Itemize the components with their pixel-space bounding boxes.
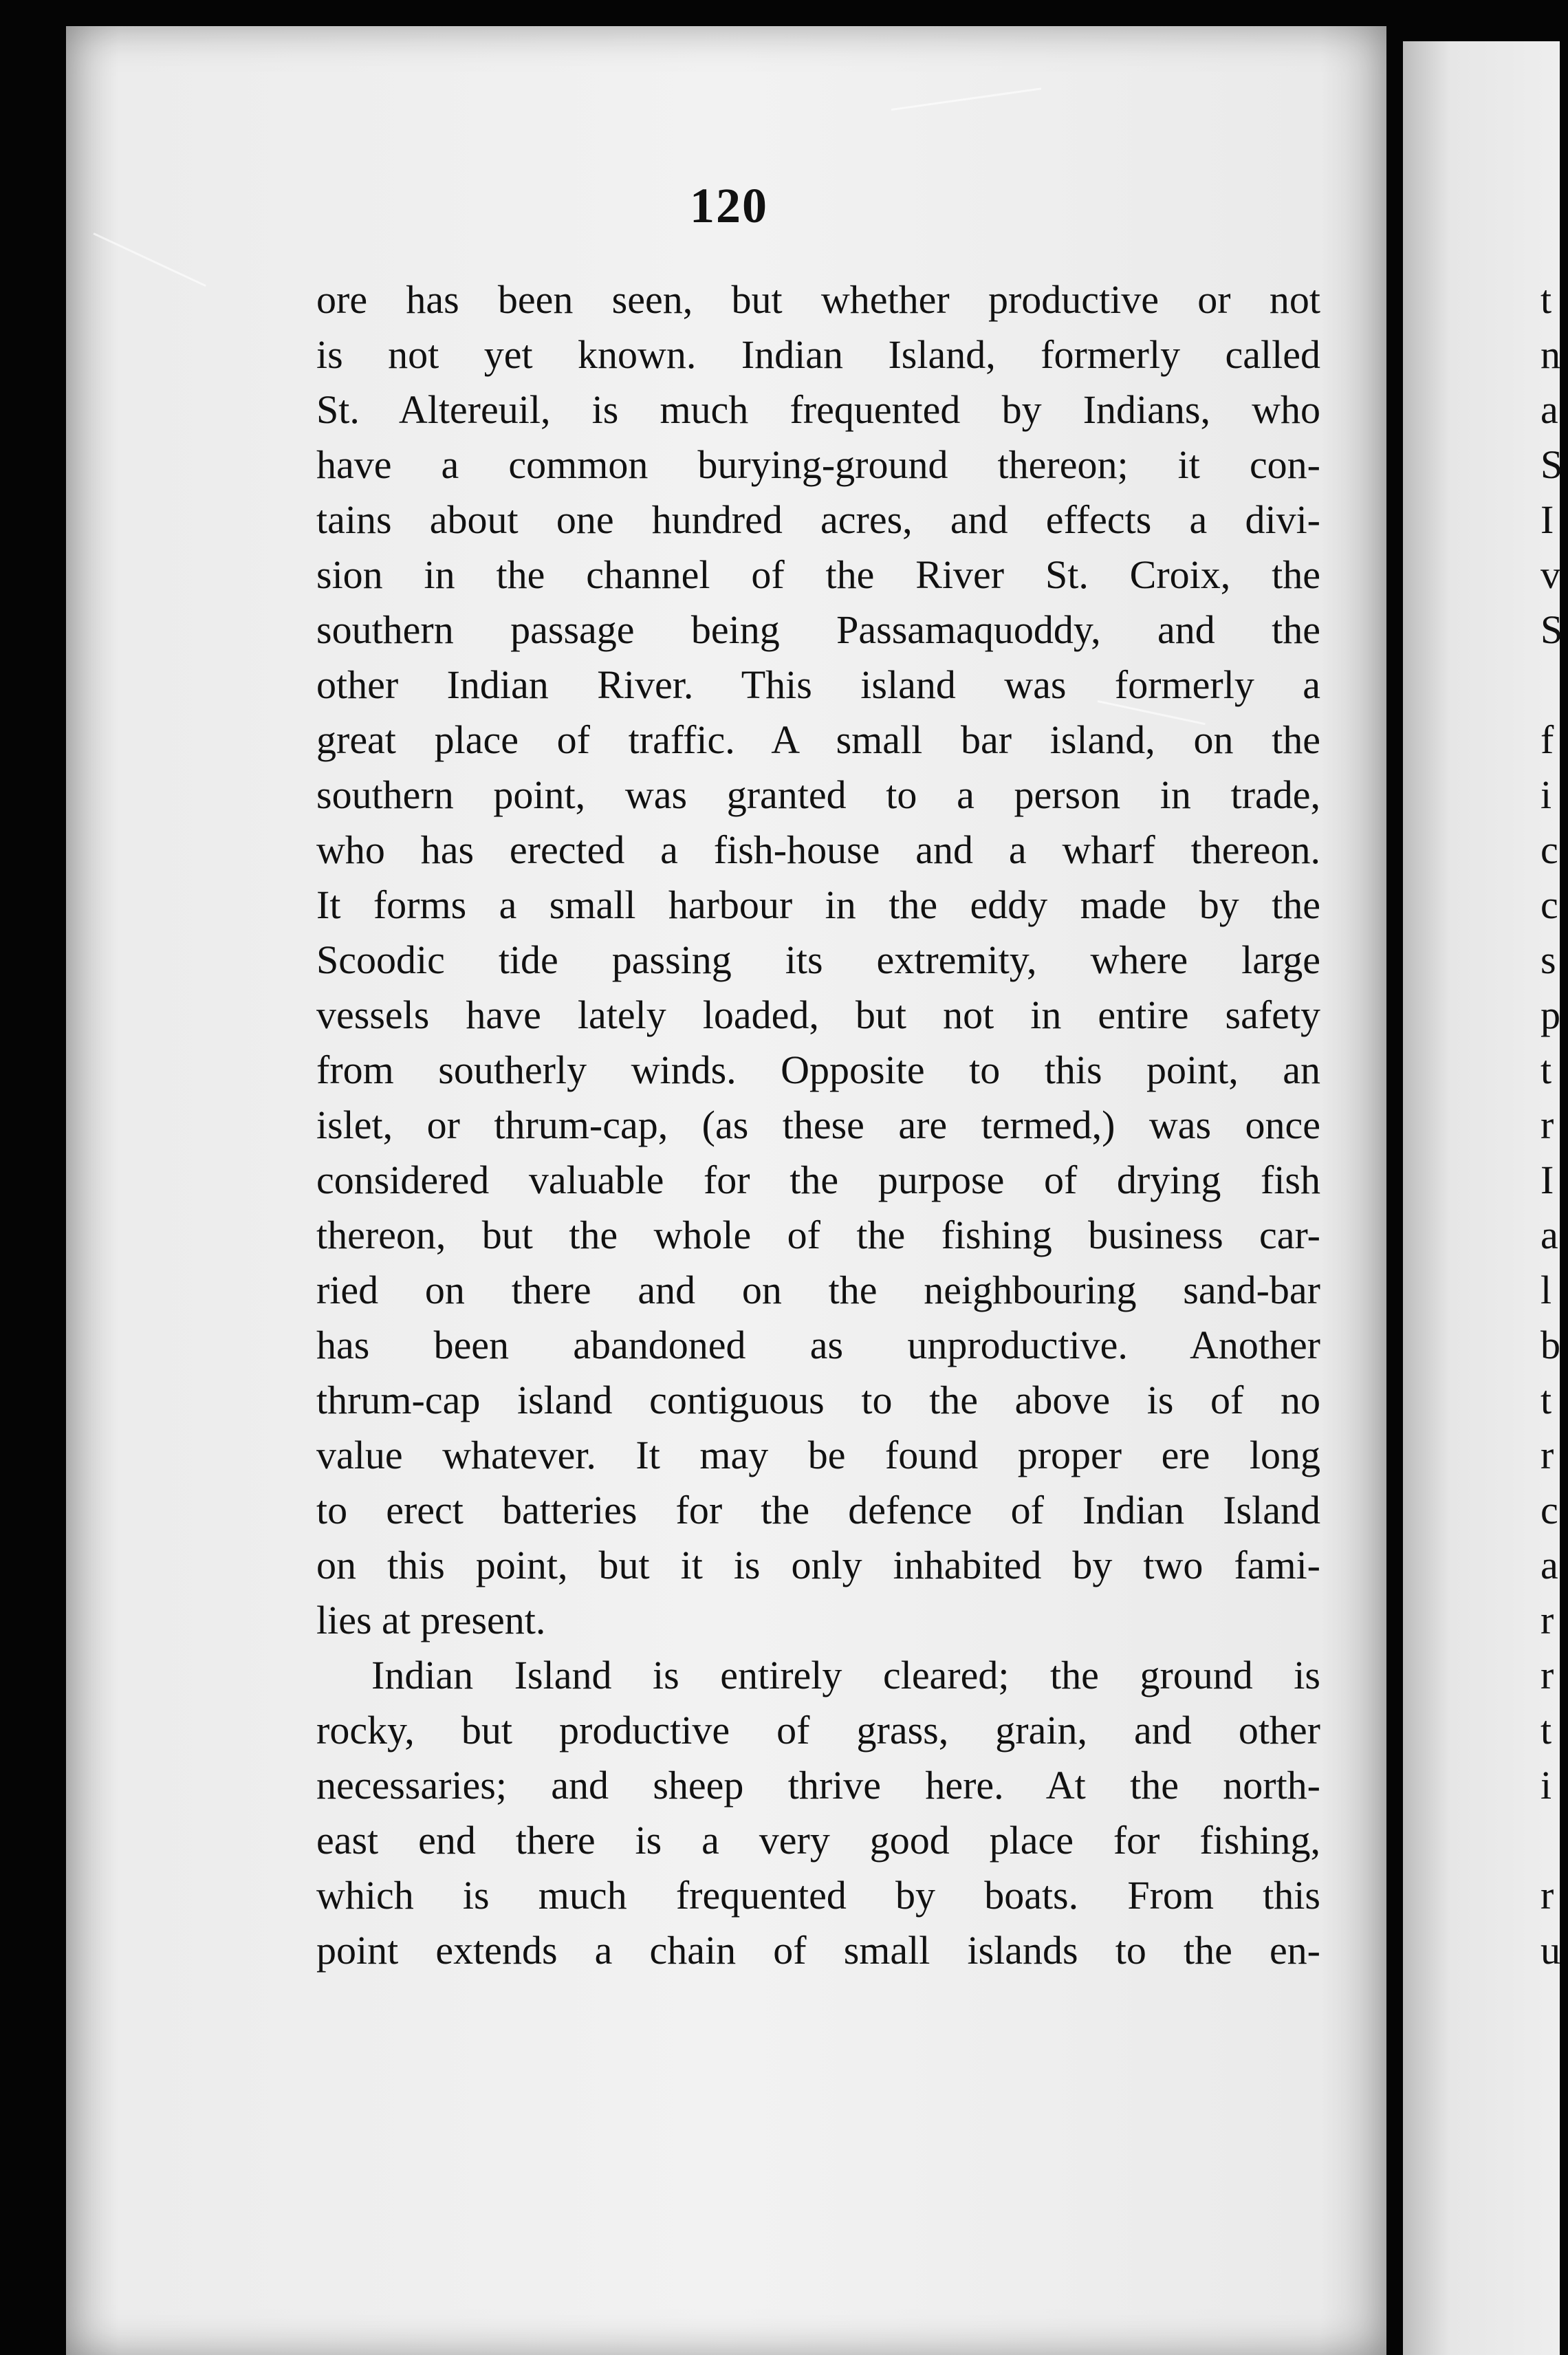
text-line: thrum-cap island contiguous to the above is of no [316, 1378, 1320, 1422]
edge-letter: I [1540, 1158, 1554, 1202]
edge-letter: S [1540, 442, 1563, 487]
text-line: other Indian River. This island was formerly a [316, 662, 1320, 707]
edge-letter: I [1540, 497, 1554, 542]
text-line: value whatever. It may be found proper ere long [316, 1433, 1320, 1477]
text-line: lies at present. [316, 1598, 546, 1642]
edge-letter: p [1540, 992, 1560, 1037]
text-line: considered valuable for the purpose of drying fish [316, 1158, 1320, 1202]
scan-scratch [93, 232, 206, 287]
edge-letter: r [1540, 1598, 1554, 1642]
text-line: ore has been seen, but whether productive or not [316, 277, 1320, 322]
text-line: ried on there and on the neighbouring sand-bar [316, 1268, 1320, 1312]
edge-letter [1540, 1813, 1568, 1868]
edge-letter: l [1540, 1268, 1552, 1312]
text-line: has been abandoned as unproductive. Another [316, 1323, 1320, 1367]
text-line: east end there is a very good place for fishing, [316, 1818, 1320, 1863]
text-line: southern point, was granted to a person in trade, [316, 772, 1320, 817]
edge-letter: u [1540, 1928, 1560, 1973]
edge-letter: c [1540, 827, 1558, 872]
text-line: who has erected a fish-house and a wharf thereon. [316, 827, 1320, 872]
edge-letter: r [1540, 1873, 1554, 1918]
edge-letter: v [1540, 552, 1560, 597]
edge-letter: r [1540, 1653, 1554, 1697]
text-line: islet, or thrum-cap, (as these are termed,) was once [316, 1103, 1320, 1147]
edge-letter: s [1540, 937, 1556, 982]
text-line: thereon, but the whole of the fishing business car- [316, 1213, 1320, 1257]
text-line: It forms a small harbour in the eddy made by the [316, 882, 1320, 927]
edge-letter: b [1540, 1323, 1560, 1367]
edge-letter [1540, 658, 1568, 713]
text-line: St. Altereuil, is much frequented by Indians, who [316, 387, 1320, 432]
text-line: to erect batteries for the defence of Indian Island [316, 1488, 1320, 1532]
text-line: from southerly winds. Opposite to this point, an [316, 1048, 1320, 1092]
edge-letter: a [1540, 387, 1558, 432]
body-text [316, 272, 1320, 1978]
text-line: necessaries; and sheep thrive here. At the north- [316, 1763, 1320, 1808]
edge-letter: r [1540, 1433, 1554, 1477]
edge-letter: t [1540, 1378, 1552, 1422]
edge-letter: t [1540, 277, 1552, 322]
edge-letter: c [1540, 882, 1558, 927]
text-line: is not yet known. Indian Island, formerly called [316, 332, 1320, 377]
text-line: on this point, but it is only inhabited by two fami- [316, 1543, 1320, 1587]
page-number: 120 [690, 178, 768, 233]
text-line: sion in the channel of the River St. Croix, the [316, 552, 1320, 597]
text-line: which is much frequented by boats. From this [316, 1873, 1320, 1918]
text-line: Scoodic tide passing its extremity, where large [316, 937, 1320, 982]
edge-letter: t [1540, 1708, 1552, 1752]
text-line: southern passage being Passamaquoddy, and the [316, 607, 1320, 652]
text-line: tains about one hundred acres, and effects a divi- [316, 497, 1320, 542]
edge-letter: r [1540, 1103, 1554, 1147]
text-line: rocky, but productive of grass, grain, and other [316, 1708, 1320, 1752]
text-line: point extends a chain of small islands to the en- [316, 1928, 1320, 1973]
edge-letter: a [1540, 1213, 1558, 1257]
edge-letter: t [1540, 1048, 1552, 1092]
edge-letter: i [1540, 772, 1552, 817]
text-line: great place of traffic. A small bar island, on the [316, 717, 1320, 762]
facing-page-edge [1403, 41, 1560, 2355]
text-line: have a common burying-ground thereon; it con- [316, 442, 1320, 487]
scan-scratch [891, 87, 1041, 111]
edge-letter: a [1540, 1543, 1558, 1587]
edge-letter: n [1540, 332, 1560, 377]
text-line: vessels have lately loaded, but not in entire safety [316, 992, 1320, 1037]
facing-page-letters [1540, 272, 1568, 1978]
edge-letter: f [1540, 717, 1554, 762]
text-line: Indian Island is entirely cleared; the ground is [371, 1653, 1320, 1697]
edge-letter: i [1540, 1763, 1552, 1808]
edge-letter: S [1540, 607, 1563, 652]
edge-letter: c [1540, 1488, 1558, 1532]
